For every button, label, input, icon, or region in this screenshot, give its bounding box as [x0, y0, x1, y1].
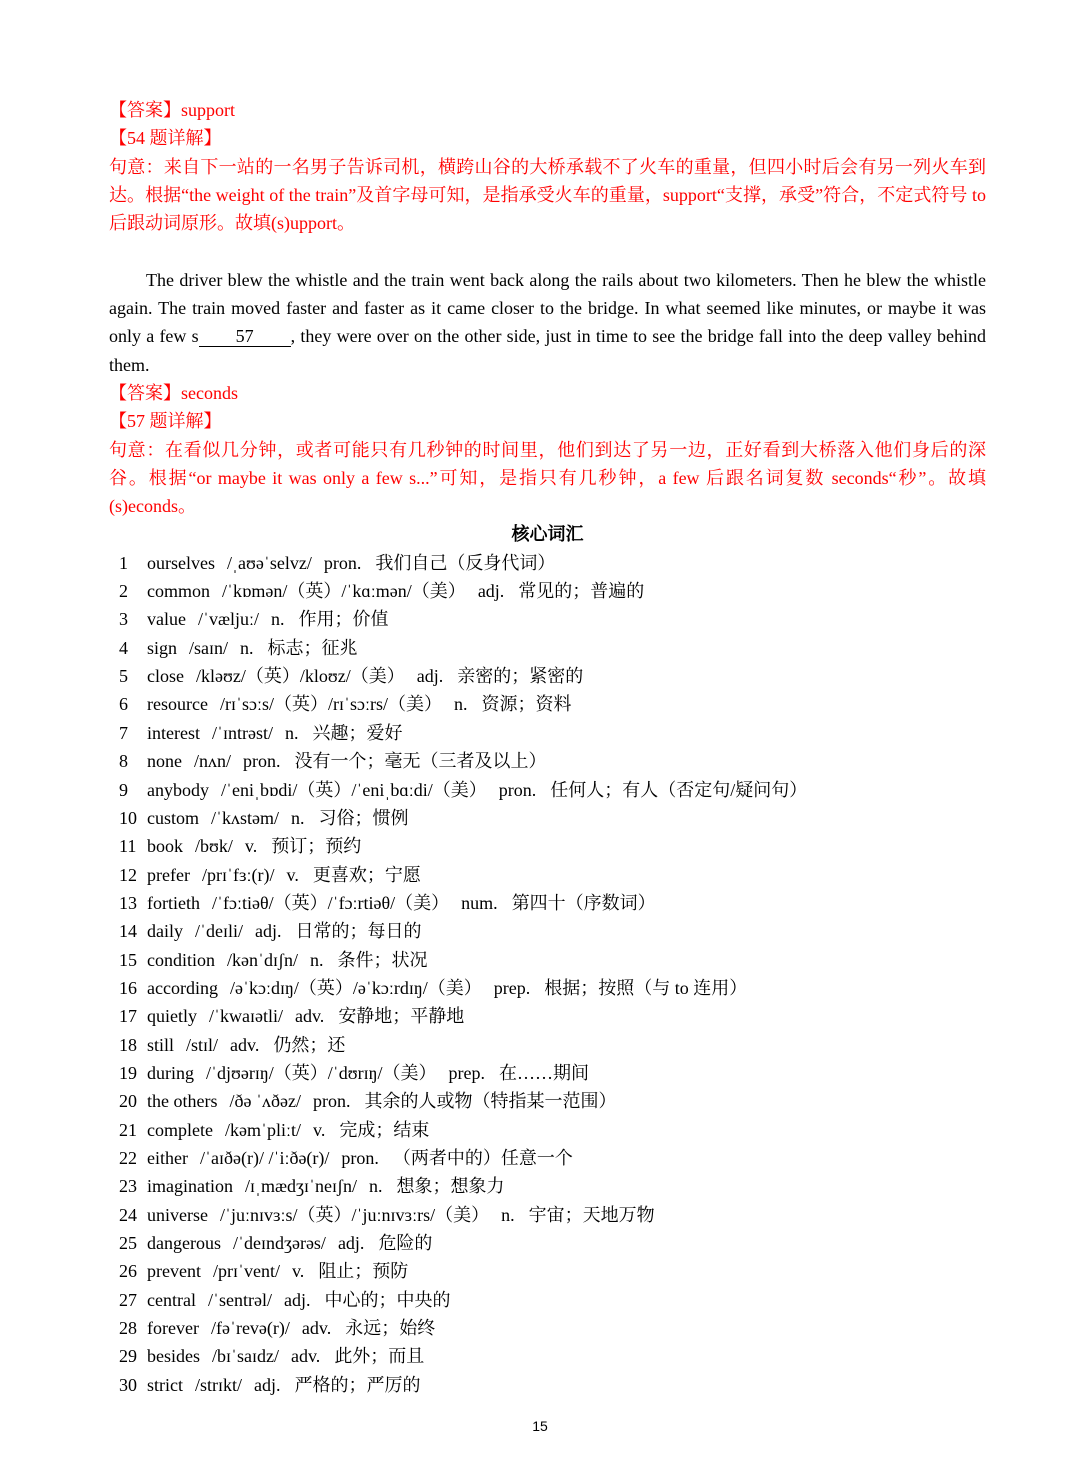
- vocab-number: 25: [119, 1233, 137, 1253]
- vocab-number: 22: [119, 1147, 137, 1168]
- vocab-meaning: 其余的人或物（特指某一范围）: [364, 1091, 617, 1112]
- vocab-number: 23: [119, 1176, 137, 1197]
- vocab-word: ourselves: [147, 552, 215, 573]
- vocab-pronunciation: /ˈvæljuː/: [197, 609, 259, 630]
- vocab-pronunciation: /saɪn/: [189, 637, 229, 658]
- vocab-number: 27: [119, 1289, 137, 1310]
- vocab-meaning: 严格的；严厉的: [294, 1374, 421, 1395]
- detail-54-title: 【54 题详解】: [109, 128, 222, 149]
- vocab-item: [109, 719, 986, 747]
- vocab-item: [109, 832, 986, 860]
- vocab-number: 19: [119, 1062, 137, 1083]
- vocab-meaning: 永远；始终: [345, 1318, 436, 1339]
- vocab-item: [109, 747, 986, 775]
- vocab-word: universe: [147, 1204, 208, 1225]
- vocab-word: either: [147, 1147, 188, 1168]
- vocab-number: 5: [119, 666, 128, 687]
- vocab-word: besides: [147, 1346, 200, 1367]
- vocab-item: [109, 605, 986, 633]
- vocab-word: prefer: [147, 864, 190, 885]
- vocab-word: fortieth: [147, 892, 200, 913]
- vocab-word: the others: [147, 1091, 218, 1112]
- vocab-part-of-speech: adj.: [255, 921, 282, 942]
- vocab-part-of-speech: prep.: [448, 1062, 486, 1083]
- vocab-item: [109, 1144, 986, 1172]
- vocab-part-of-speech: n.: [309, 949, 324, 970]
- vocab-item: [109, 1314, 986, 1342]
- vocab-part-of-speech: adj.: [337, 1233, 365, 1253]
- answer-57: 【答案】seconds: [109, 382, 238, 403]
- vocab-part-of-speech: pron.: [312, 1091, 351, 1112]
- vocab-number: 2: [119, 581, 128, 602]
- vocab-item: [109, 690, 986, 718]
- vocab-item: [109, 804, 986, 832]
- vocab-number: 24: [119, 1204, 137, 1225]
- vocab-meaning: 更喜欢；宁愿: [312, 864, 421, 885]
- vocab-meaning: 标志；征兆: [267, 637, 358, 658]
- vocab-part-of-speech: adv.: [301, 1318, 332, 1339]
- vocab-meaning: 完成；结束: [339, 1119, 430, 1140]
- vocab-part-of-speech: adj.: [283, 1289, 311, 1310]
- vocab-meaning: 兴趣；爱好: [312, 722, 403, 743]
- vocab-pronunciation: /ˈdeɪli/: [195, 921, 243, 942]
- vocab-part-of-speech: n.: [291, 807, 305, 828]
- vocab-meaning: 第四十（序数词）: [511, 892, 656, 913]
- vocab-word: condition: [147, 949, 215, 970]
- spacer: [109, 237, 986, 265]
- vocab-number: 16: [119, 977, 137, 998]
- vocab-item: [109, 1201, 986, 1229]
- answer-54: 【答案】support: [109, 100, 235, 120]
- vocab-meaning: 条件；状况: [337, 949, 428, 970]
- vocab-part-of-speech: adv.: [230, 1034, 260, 1055]
- vocab-number: 17: [119, 1006, 137, 1027]
- vocab-word: none: [147, 751, 182, 772]
- vocab-pronunciation: /ðə ˈʌðəz/: [229, 1091, 301, 1112]
- vocab-part-of-speech: num.: [461, 892, 498, 913]
- vocab-number: 1: [119, 552, 128, 573]
- vocab-item: [109, 549, 986, 577]
- vocab-part-of-speech: adv.: [290, 1346, 321, 1367]
- vocab-word: resource: [147, 694, 208, 715]
- vocab-word: interest: [147, 722, 200, 743]
- vocab-number: 26: [119, 1261, 137, 1282]
- vocab-word: central: [147, 1289, 196, 1310]
- vocab-meaning: 安静地；平静地: [338, 1006, 465, 1027]
- vocab-item: [109, 634, 986, 662]
- vocab-word: value: [147, 609, 186, 630]
- vocab-word: imagination: [147, 1176, 233, 1197]
- vocab-meaning: 亲密的；紧密的: [457, 666, 584, 687]
- vocab-number: 6: [119, 694, 128, 715]
- vocab-number: 21: [119, 1119, 137, 1140]
- vocab-pronunciation: /ˈsentrəl/: [207, 1289, 272, 1310]
- passage-paragraph: [109, 266, 986, 379]
- vocab-item: [109, 1059, 986, 1087]
- passage-before: The driver blew the whistle and the train went back along the rails about two kilometers. Then he blew the whistle again. The train moved faster and faster as it came closer to the bridge. In what seemed like minutes, or maybe it was only a few s: [109, 269, 986, 347]
- vocab-pronunciation: /ˈkwaɪətli/: [209, 1006, 283, 1027]
- vocab-item: [109, 1286, 986, 1314]
- vocab-meaning: 想象；想象力: [396, 1176, 505, 1197]
- vocab-number: 14: [119, 921, 137, 942]
- vocab-item: [109, 946, 986, 974]
- vocab-number: 15: [119, 949, 137, 970]
- vocab-part-of-speech: n.: [501, 1204, 515, 1225]
- vocab-part-of-speech: v.: [291, 1261, 305, 1282]
- vocab-number: 28: [119, 1318, 137, 1339]
- vocab-pronunciation: /ˈdeɪndʒərəs/: [232, 1233, 326, 1253]
- vocab-meaning: 中心的；中央的: [324, 1289, 451, 1310]
- vocab-meaning: 危险的: [378, 1233, 433, 1253]
- vocab-word: dangerous: [147, 1233, 221, 1253]
- vocab-word: anybody: [147, 779, 209, 800]
- vocab-word: quietly: [147, 1006, 197, 1027]
- detail-57-title: 【57 题详解】: [109, 411, 222, 432]
- vocab-pronunciation: /ˈeniˌbɒdi/（英）/ˈeniˌbɑːdi/（美）: [221, 779, 487, 800]
- vocab-pronunciation: /fəˈrevə(r)/: [210, 1318, 290, 1339]
- vocab-item: [109, 1002, 986, 1030]
- vocab-number: 29: [119, 1346, 137, 1367]
- vocab-word: strict: [147, 1374, 183, 1395]
- vocab-item: [109, 889, 986, 917]
- vocab-item: [109, 1172, 986, 1200]
- vocab-meaning: 任何人；有人（否定句/疑问句）: [550, 779, 808, 800]
- vocab-item: [109, 1342, 986, 1370]
- vocab-word: during: [147, 1062, 194, 1083]
- vocab-pronunciation: /ˈaɪðə(r)/ /ˈiːðə(r)/: [199, 1147, 330, 1168]
- vocab-item: [109, 917, 986, 945]
- vocab-part-of-speech: n.: [453, 694, 468, 715]
- vocab-meaning: 习俗；惯例: [318, 807, 409, 828]
- detail-57-text: 句意：在看似几分钟，或者可能只有几秒钟的时间里，他们到达了另一边，正好看到大桥落入他们身后的深谷。根据“or maybe it was only a few s...”可知，是指只有几秒钟，a few 后跟名词复数 seconds“秒”。故填(s)econds。: [109, 439, 986, 517]
- vocab-part-of-speech: n.: [271, 609, 285, 630]
- vocab-part-of-speech: adj.: [254, 1374, 281, 1395]
- vocab-pronunciation: /ˈfɔːtiəθ/（英）/ˈfɔːrtiəθ/（美）: [211, 892, 450, 913]
- vocab-word: according: [147, 977, 218, 998]
- vocab-meaning: 预订；预约: [271, 836, 362, 857]
- vocab-part-of-speech: pron.: [498, 779, 537, 800]
- vocab-number: 3: [119, 609, 128, 630]
- vocab-pronunciation: /nʌn/: [194, 751, 232, 772]
- vocab-pronunciation: /ˌaʊəˈselvz/: [226, 552, 312, 573]
- vocab-number: 18: [119, 1034, 137, 1055]
- vocab-item: [109, 577, 986, 605]
- vocab-title: 核心词汇: [511, 524, 584, 545]
- vocab-word: still: [147, 1034, 175, 1055]
- vocab-part-of-speech: v.: [286, 864, 299, 885]
- vocab-pronunciation: /bɪˈsaɪdz/: [212, 1346, 279, 1367]
- vocab-meaning: 仍然；还: [273, 1034, 346, 1055]
- vocab-pronunciation: /strɪkt/: [195, 1374, 243, 1395]
- page-number: 15: [532, 1418, 548, 1434]
- vocab-part-of-speech: pron.: [243, 751, 281, 772]
- vocab-item: [109, 1087, 986, 1115]
- vocab-part-of-speech: n.: [284, 722, 299, 743]
- vocab-number: 7: [119, 722, 128, 743]
- vocab-word: common: [147, 581, 210, 602]
- vocab-pronunciation: /əˈkɔːdɪŋ/（英）/əˈkɔːrdɪŋ/（美）: [229, 977, 482, 998]
- vocab-word: sign: [147, 637, 178, 658]
- vocab-word: close: [147, 666, 184, 687]
- vocab-word: book: [147, 836, 183, 857]
- vocab-meaning: 没有一个；毫无（三者及以上）: [294, 751, 547, 772]
- vocab-word: prevent: [147, 1261, 201, 1282]
- vocab-pronunciation: /ˈdjʊərɪŋ/（英）/ˈdʊrɪŋ/（美）: [206, 1062, 437, 1083]
- vocab-number: 20: [119, 1091, 137, 1112]
- vocab-meaning: 在……期间: [499, 1062, 590, 1083]
- vocab-word: complete: [147, 1119, 213, 1140]
- vocab-item: [109, 1116, 986, 1144]
- vocab-pronunciation: /ˈɪntrəst/: [211, 722, 273, 743]
- vocab-pronunciation: /stɪl/: [186, 1034, 219, 1055]
- vocab-meaning: 阻止；预防: [318, 1261, 409, 1282]
- vocab-part-of-speech: pron.: [323, 552, 362, 573]
- vocab-pronunciation: /ˈkʌstəm/: [211, 807, 279, 828]
- vocab-meaning: 根据；按照（与 to 连用）: [544, 977, 748, 998]
- vocab-meaning: 资源；资料: [481, 694, 572, 715]
- vocab-meaning: 日常的；每日的: [295, 921, 422, 942]
- vocab-number: 4: [119, 637, 128, 658]
- vocab-meaning: 宇宙；天地万物: [528, 1204, 655, 1225]
- vocab-pronunciation: /ɪˌmædʒɪˈneɪʃn/: [244, 1176, 357, 1197]
- vocab-item: [109, 1257, 986, 1285]
- vocab-pronunciation: /rɪˈsɔːs/（英）/rɪˈsɔːrs/（美）: [219, 694, 442, 715]
- vocab-number: 13: [119, 892, 137, 913]
- vocab-item: [109, 662, 986, 690]
- vocab-part-of-speech: n.: [368, 1176, 383, 1197]
- vocab-word: daily: [147, 921, 183, 942]
- vocab-meaning: 常见的；普遍的: [518, 581, 645, 602]
- vocab-item: [109, 1371, 986, 1399]
- vocab-word: custom: [147, 807, 199, 828]
- vocab-word: forever: [147, 1318, 199, 1339]
- vocab-pronunciation: /prɪˈfɜː(r)/: [201, 864, 275, 885]
- vocab-number: 10: [119, 807, 137, 828]
- vocab-part-of-speech: adj.: [477, 581, 505, 602]
- vocab-part-of-speech: v.: [312, 1119, 326, 1140]
- vocab-item: [109, 861, 986, 889]
- vocab-number: 12: [119, 864, 137, 885]
- detail-54-text: 句意：来自下一站的一名男子告诉司机，横跨山谷的大桥承载不了火车的重量，但四小时后会有另一列火车到达。根据“the weight of the train”及首字母可知，是指承受火车的重量，support“支撑，承受”符合，不定式符号 to 后跟动词原形。故填(s)upport。: [109, 156, 986, 234]
- vocab-meaning: 我们自己（反身代词）: [375, 552, 556, 573]
- vocab-pronunciation: /ˈkɒmən/（英）/ˈkɑːmən/（美）: [222, 581, 466, 602]
- vocab-meaning: 此外；而且: [334, 1346, 425, 1367]
- vocab-part-of-speech: pron.: [341, 1147, 379, 1168]
- blank-57: 57: [199, 326, 291, 347]
- vocab-pronunciation: /kənˈdɪʃn/: [227, 949, 298, 970]
- vocab-list: [109, 549, 986, 1399]
- vocab-meaning: 作用；价值: [298, 609, 389, 630]
- passage-after: , they were over on the other side, just in time to see the bridge fall into the deep valley behind them.: [109, 326, 986, 375]
- vocab-number: 30: [119, 1374, 137, 1395]
- vocab-part-of-speech: adj.: [416, 666, 444, 687]
- vocab-part-of-speech: prep.: [493, 977, 531, 998]
- vocab-number: 11: [119, 836, 137, 857]
- vocab-item: [109, 776, 986, 804]
- vocab-item: [109, 1229, 986, 1257]
- vocab-pronunciation: /kləʊz/（英）/kloʊz/（美）: [195, 666, 405, 687]
- vocab-number: 9: [119, 779, 128, 800]
- vocab-item: [109, 1031, 986, 1059]
- vocab-pronunciation: /bʊk/: [195, 836, 233, 857]
- vocab-pronunciation: /prɪˈvent/: [212, 1261, 280, 1282]
- vocab-pronunciation: /kəmˈpliːt/: [224, 1119, 301, 1140]
- vocab-meaning: （两者中的）任意一个: [392, 1147, 573, 1168]
- vocab-part-of-speech: n.: [240, 637, 254, 658]
- vocab-pronunciation: /ˈjuːnɪvɜːs/（英）/ˈjuːnɪvɜːrs/（美）: [219, 1204, 490, 1225]
- vocab-item: [109, 974, 986, 1002]
- vocab-part-of-speech: adv.: [294, 1006, 325, 1027]
- vocab-part-of-speech: v.: [244, 836, 258, 857]
- document-page: [109, 96, 986, 1399]
- vocab-number: 8: [119, 751, 128, 772]
